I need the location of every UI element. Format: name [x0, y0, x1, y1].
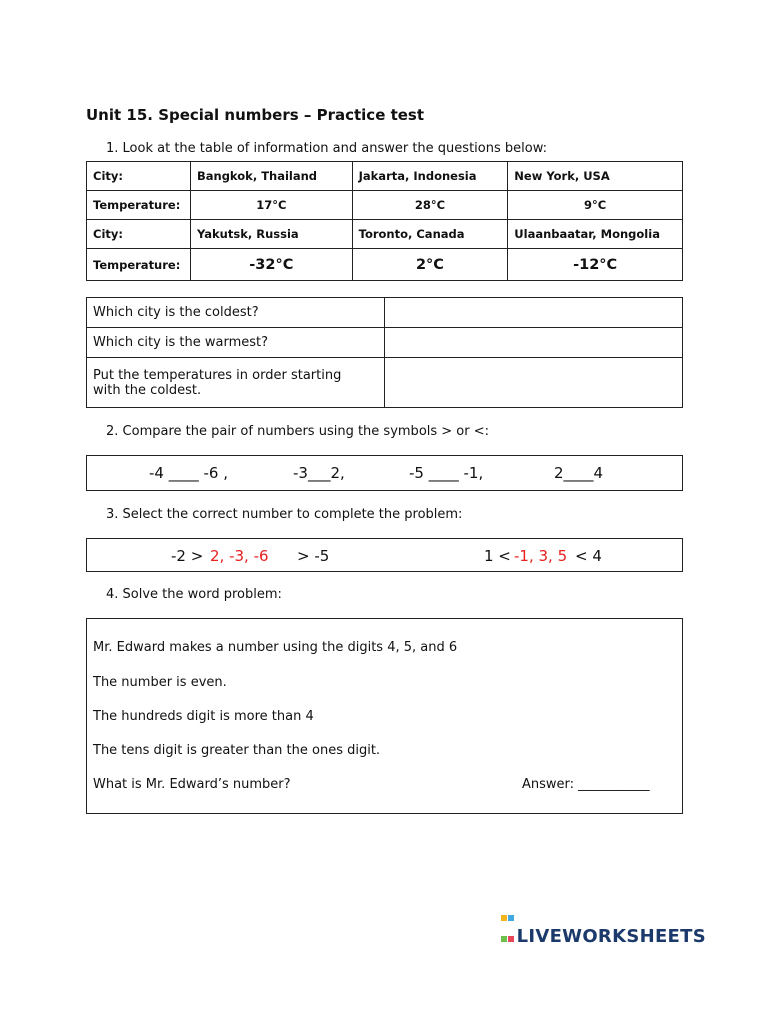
answer-field[interactable]: Answer: ___________	[522, 777, 650, 792]
table-cell-label: Temperature:	[87, 249, 191, 281]
table-row	[87, 220, 683, 249]
select-left-before: -2 >	[171, 547, 204, 565]
table-cell: 2°C	[352, 249, 508, 281]
question-order-line: with the coldest.	[93, 382, 202, 398]
table-cell-label: City:	[87, 162, 191, 191]
answer-field-order[interactable]	[384, 358, 682, 408]
logo-icon	[501, 906, 515, 920]
table-cell: Toronto, Canada	[352, 220, 508, 249]
question-warmest: Which city is the warmest?	[87, 328, 385, 358]
table-row	[87, 191, 683, 220]
table-cell-label: City:	[87, 220, 191, 249]
answer-field-warmest[interactable]	[384, 328, 682, 358]
table-cell: Jakarta, Indonesia	[352, 162, 508, 191]
table-cell: Bangkok, Thailand	[190, 162, 352, 191]
table-row	[87, 162, 683, 191]
select-box	[86, 538, 683, 572]
table-cell: Ulaanbaatar, Mongolia	[508, 220, 683, 249]
table-cell: -12°C	[508, 249, 683, 281]
answer-field-coldest[interactable]	[384, 298, 682, 328]
table-cell: 17°C	[190, 191, 352, 220]
word-problem-line: Mr. Edward makes a number using the digits 4, 5, and 6	[93, 640, 458, 655]
question-order	[87, 358, 385, 408]
city-temperature-table	[86, 161, 683, 281]
select-right-options[interactable]: -1, 3, 5	[514, 547, 568, 565]
questions-table	[86, 297, 683, 408]
select-left-options[interactable]: 2, -3, -6	[210, 547, 269, 565]
question-3-prompt: 3. Select the correct number to complete the problem:	[106, 507, 463, 522]
table-row	[87, 358, 683, 408]
compare-item[interactable]: -3___2,	[293, 464, 345, 482]
table-row	[87, 328, 683, 358]
compare-box	[86, 455, 683, 491]
compare-item[interactable]: -5 ____ -1,	[409, 464, 484, 482]
question-2-prompt: 2. Compare the pair of numbers using the symbols > or <:	[106, 424, 490, 439]
table-cell: New York, USA	[508, 162, 683, 191]
page-title: Unit 15. Special numbers – Practice test	[86, 106, 425, 124]
select-left-after: > -5	[297, 547, 330, 565]
question-coldest: Which city is the coldest?	[87, 298, 385, 328]
table-row	[87, 298, 683, 328]
table-cell: Yakutsk, Russia	[190, 220, 352, 249]
compare-item[interactable]: 2____4	[554, 464, 604, 482]
word-problem-line: The hundreds digit is more than 4	[93, 709, 314, 724]
table-cell: 28°C	[352, 191, 508, 220]
question-1-prompt: 1. Look at the table of information and answer the questions below:	[106, 141, 547, 156]
compare-item[interactable]: -4 ____ -6 ,	[149, 464, 228, 482]
select-right-after: < 4	[575, 547, 602, 565]
word-problem-line: The number is even.	[93, 675, 227, 690]
word-problem-line: What is Mr. Edward’s number?	[93, 777, 291, 792]
table-cell: -32°C	[190, 249, 352, 281]
word-problem-line: The tens digit is greater than the ones digit.	[93, 743, 381, 758]
select-right-before: 1 <	[484, 547, 511, 565]
table-cell: 9°C	[508, 191, 683, 220]
liveworksheets-logo	[501, 906, 706, 947]
table-cell-label: Temperature:	[87, 191, 191, 220]
table-row	[87, 249, 683, 281]
question-4-prompt: 4. Solve the word problem:	[106, 587, 282, 602]
word-problem-box	[86, 618, 683, 814]
logo-text: LIVEWORKSHEETS	[516, 926, 706, 947]
question-order-line: Put the temperatures in order starting	[93, 367, 342, 383]
